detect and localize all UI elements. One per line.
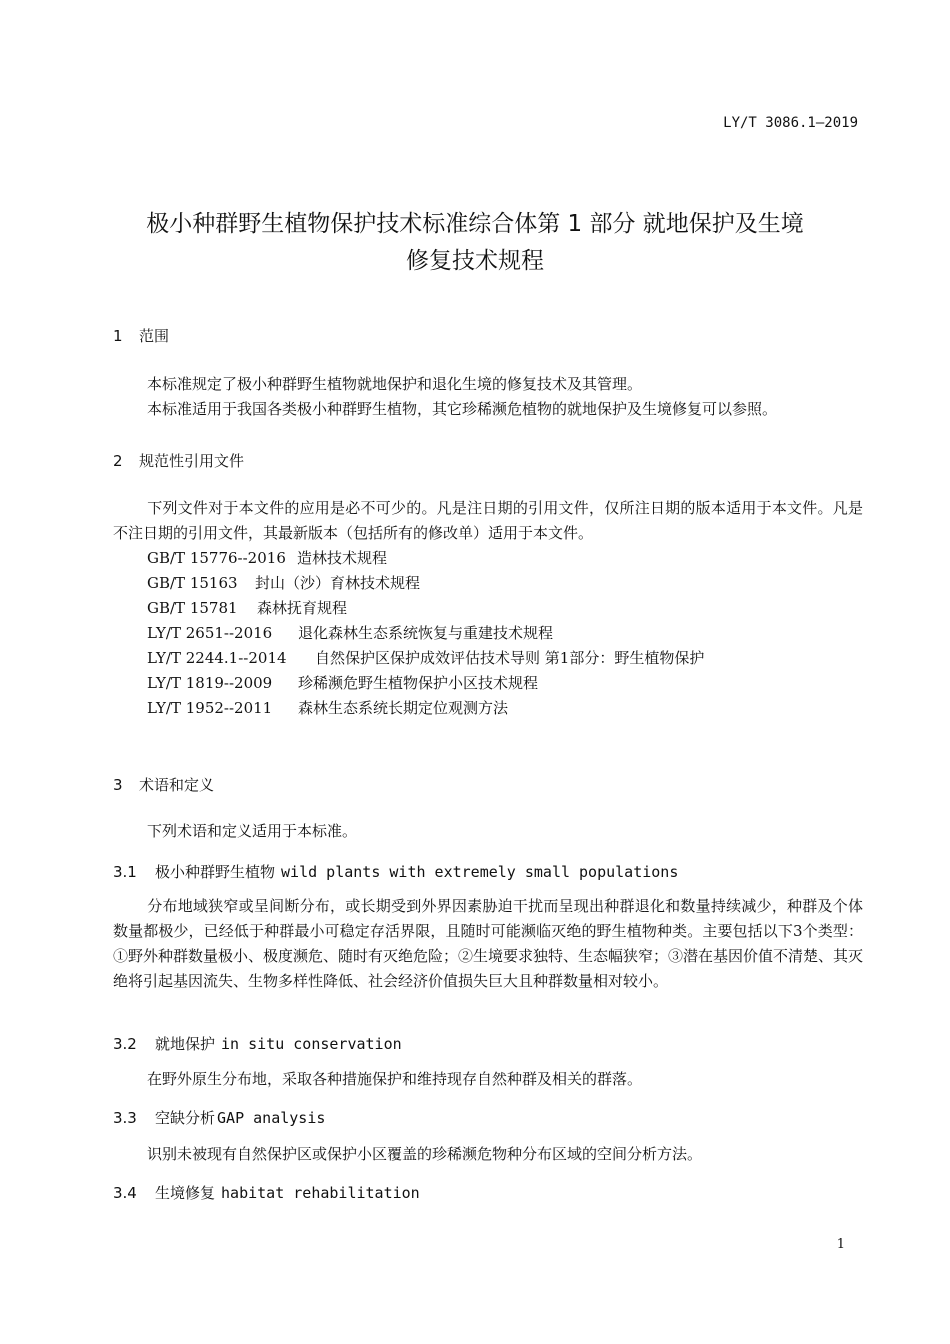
standard-code: LY/T 3086.1—2019 <box>723 115 858 131</box>
section-number: 3 <box>113 776 123 794</box>
reference-name: 造林技术规程 <box>297 549 388 567</box>
section-heading-normative-references <box>113 450 244 471</box>
reference-name: 森林抚育规程 <box>257 599 348 617</box>
reference-item <box>147 621 553 646</box>
paragraph-text: 本标准适用于我国各类极小种群野生植物，其它珍稀濒危植物的就地保护及生境修复可以参照。 <box>147 400 778 418</box>
reference-name: 珍稀濒危野生植物保护小区技术规程 <box>298 674 539 692</box>
reference-code: LY/T 1819--2009 <box>147 674 273 692</box>
term-number: 3.3 <box>113 1109 137 1127</box>
reference-code: GB/T 15776--2016 <box>147 549 286 567</box>
reference-name: 封山（沙）育林技术规程 <box>255 574 421 592</box>
section-number: 2 <box>113 452 123 470</box>
paragraph <box>113 372 863 397</box>
reference-code: GB/T 15781 <box>147 599 238 617</box>
definition-text: 分布地域狭窄或呈间断分布，或长期受到外界因素胁迫干扰而呈现出种群退化和数量持续减少，种群及个体数量都极少，已经低于种群最小可稳定存活界限，且随时可能濒临灭绝的野生植物种类。主要包括以下3个类型：①野外种群数量极小、极度濒危、随时有灭绝危险；②生境要求独特、生态幅狭窄；③潜在基因价值不清楚、其灭绝将引起基因流失、生物多样性降低、社会经济价值损失巨大且种群数量相对较小。 <box>113 897 864 990</box>
section-heading-scope <box>113 325 169 346</box>
section-title: 范围 <box>139 327 170 345</box>
term-heading <box>113 861 678 882</box>
reference-item <box>147 571 420 596</box>
paragraph <box>113 819 863 844</box>
term-zh: 生境修复 <box>155 1184 216 1202</box>
term-en: wild plants with extremely small populations <box>281 863 679 881</box>
term-definition <box>113 1142 863 1167</box>
term-zh: 空缺分析 <box>155 1109 216 1127</box>
term-heading <box>113 1033 402 1054</box>
reference-name: 森林生态系统长期定位观测方法 <box>298 699 509 717</box>
term-definition <box>113 894 863 994</box>
paragraph <box>113 496 863 546</box>
term-zh: 极小种群野生植物 <box>155 863 276 881</box>
term-number: 3.2 <box>113 1035 137 1053</box>
section-heading-terms-definitions <box>113 774 214 795</box>
paragraph-text: 下列术语和定义适用于本标准。 <box>147 822 358 840</box>
reference-item <box>147 696 508 721</box>
paragraph <box>113 397 863 422</box>
term-zh: 就地保护 <box>155 1035 216 1053</box>
document-title-line2: 修复技术规程 <box>406 248 544 274</box>
term-number: 3.4 <box>113 1184 137 1202</box>
term-definition <box>113 1067 863 1092</box>
reference-code: GB/T 15163 <box>147 574 238 592</box>
term-en: habitat rehabilitation <box>221 1184 420 1202</box>
term-heading <box>113 1107 325 1128</box>
reference-name: 退化森林生态系统恢复与重建技术规程 <box>298 624 554 642</box>
reference-item <box>147 646 704 671</box>
definition-text: 在野外原生分布地，采取各种措施保护和维持现存自然种群及相关的群落。 <box>147 1070 643 1088</box>
reference-code: LY/T 2244.1--2014 <box>147 649 287 667</box>
reference-item <box>147 596 347 621</box>
paragraph-text: 下列文件对于本文件的应用是必不可少的。凡是注日期的引用文件，仅所注日期的版本适用于本文件。凡是不注日期的引用文件，其最新版本（包括所有的修改单）适用于本文件。 <box>113 499 863 542</box>
term-number: 3.1 <box>113 863 137 881</box>
reference-item <box>147 671 538 696</box>
reference-item <box>147 546 387 571</box>
term-en: in situ conservation <box>221 1035 402 1053</box>
paragraph-text: 本标准规定了极小种群野生植物就地保护和退化生境的修复技术及其管理。 <box>147 375 643 393</box>
term-heading <box>113 1182 420 1203</box>
reference-name: 自然保护区保护成效评估技术导则 第1部分：野生植物保护 <box>315 649 705 667</box>
document-title-line1: 极小种群野生植物保护技术标准综合体第 1 部分 就地保护及生境 <box>146 211 804 237</box>
page-number: 1 <box>836 1237 845 1252</box>
section-number: 1 <box>113 327 123 345</box>
section-title: 术语和定义 <box>139 776 215 794</box>
term-en: GAP analysis <box>217 1109 326 1127</box>
reference-code: LY/T 2651--2016 <box>147 624 273 642</box>
definition-text: 识别未被现有自然保护区或保护小区覆盖的珍稀濒危物种分布区域的空间分析方法。 <box>147 1145 703 1163</box>
reference-code: LY/T 1952--2011 <box>147 699 273 717</box>
section-title: 规范性引用文件 <box>139 452 245 470</box>
